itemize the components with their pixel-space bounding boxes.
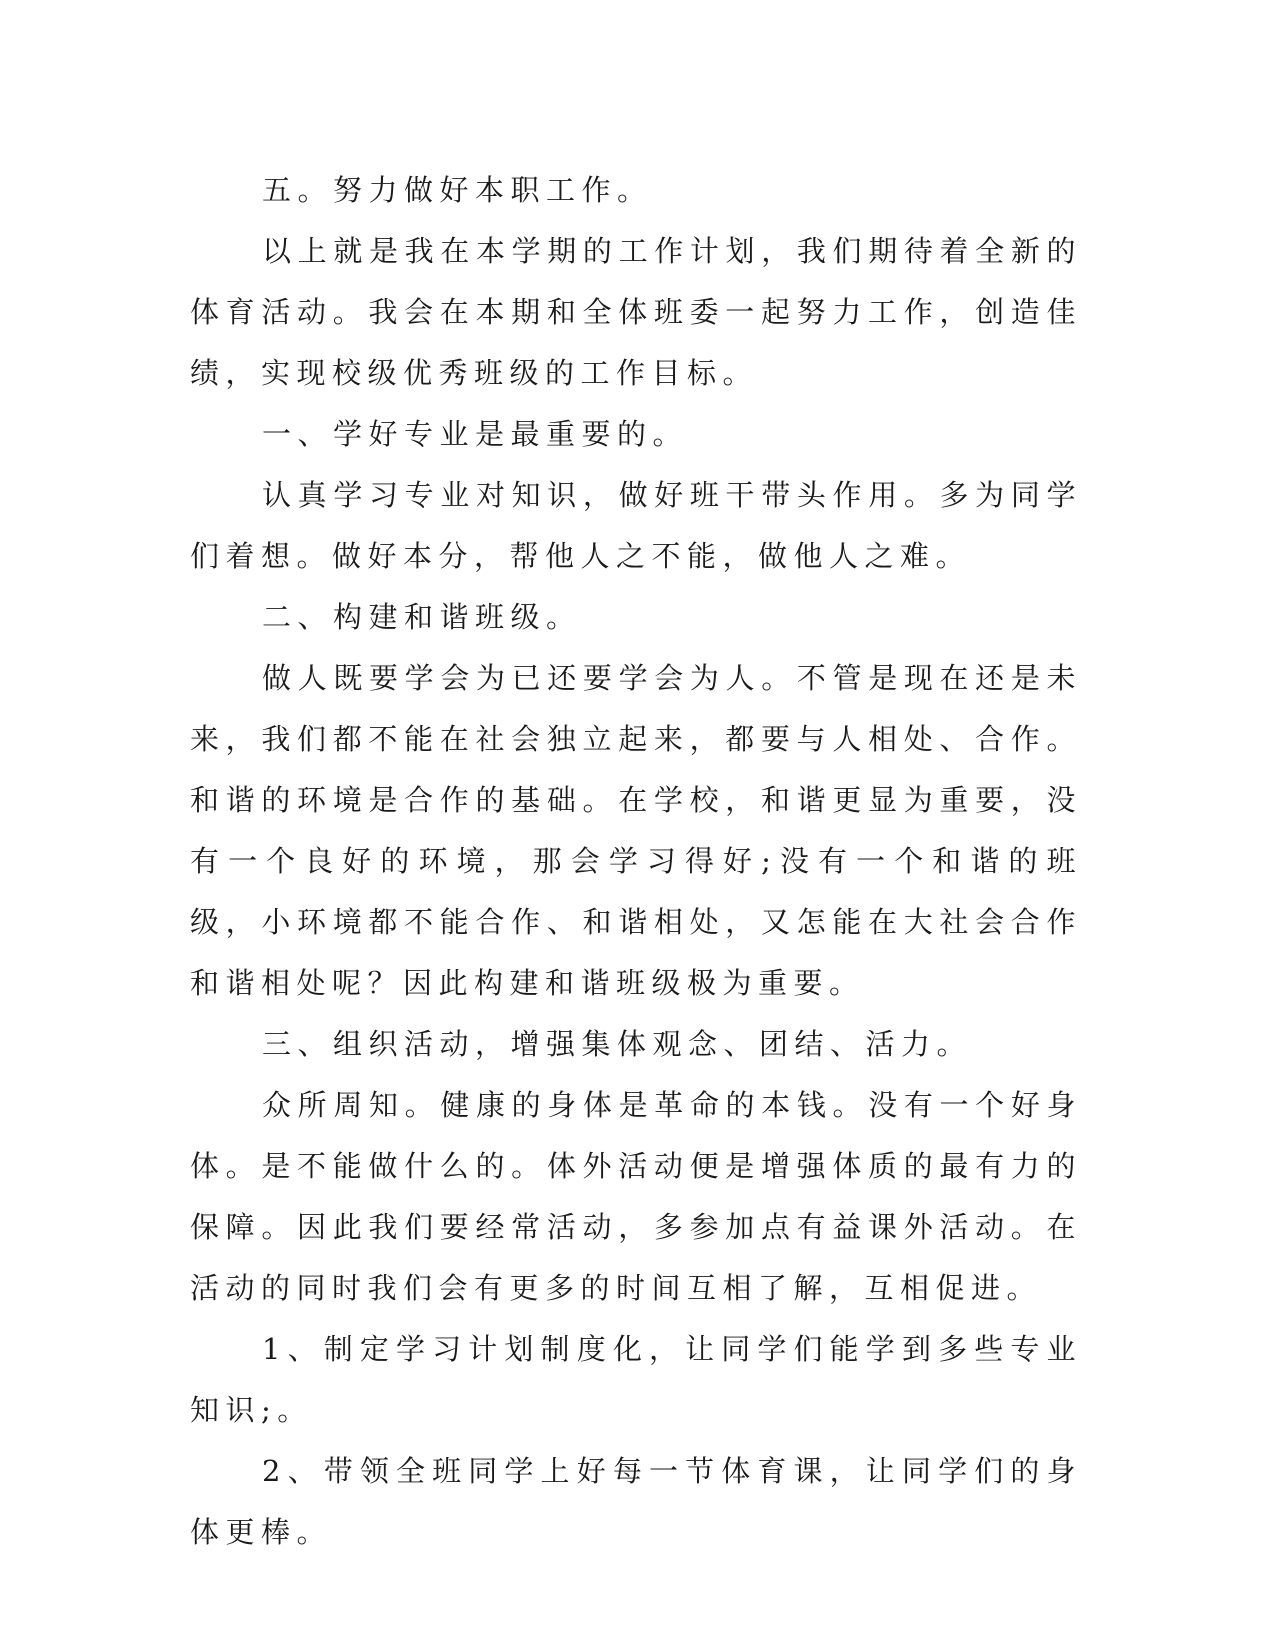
heading-section-one: 一、学好专业是最重要的。 — [262, 417, 689, 451]
list-item-2: 2、带领全班同学上好每一节体育课，让同学们的身体更棒。 — [190, 1454, 1082, 1549]
paragraph-section-two: 做人既要学会为已还要学会为人。不管是现在还是未来，我们都不能在社会独立起来，都要与人相处、合作。和谐的环境是合作的基础。在学校，和谐更显为重要，没有一个良好的环境，那会学习得好;没有一个和谐的班级，小环境都不能合作、和谐相处，又怎能在大社会合作和谐相处呢？因此构建和谐班级极为重要。 — [190, 661, 1082, 1000]
paragraph-summary: 以上就是我在本学期的工作计划，我们期待着全新的体育活动。我会在本期和全体班委一起努力工作，创造佳绩，实现校级优秀班级的工作目标。 — [190, 234, 1082, 390]
list-item-1: 1、制定学习计划制度化，让同学们能学到多些专业知识;。 — [190, 1332, 1082, 1427]
heading-section-two: 二、构建和谐班级。 — [262, 600, 582, 634]
paragraph-section-three: 众所周知。健康的身体是革命的本钱。没有一个好身体。是不能做什么的。体外活动便是增强体质的最有力的保障。因此我们要经常活动，多参加点有益课外活动。在活动的同时我们会有更多的时间互相了解，互相促进。 — [190, 1088, 1082, 1305]
paragraph-section-five: 五。努力做好本职工作。 — [262, 173, 653, 207]
document-body — [190, 160, 1082, 1563]
heading-section-three: 三、组织活动，增强集体观念、团结、活力。 — [262, 1027, 973, 1061]
paragraph-section-one: 认真学习专业对知识，做好班干带头作用。多为同学们着想。做好本分，帮他人之不能，做他人之难。 — [190, 478, 1082, 573]
